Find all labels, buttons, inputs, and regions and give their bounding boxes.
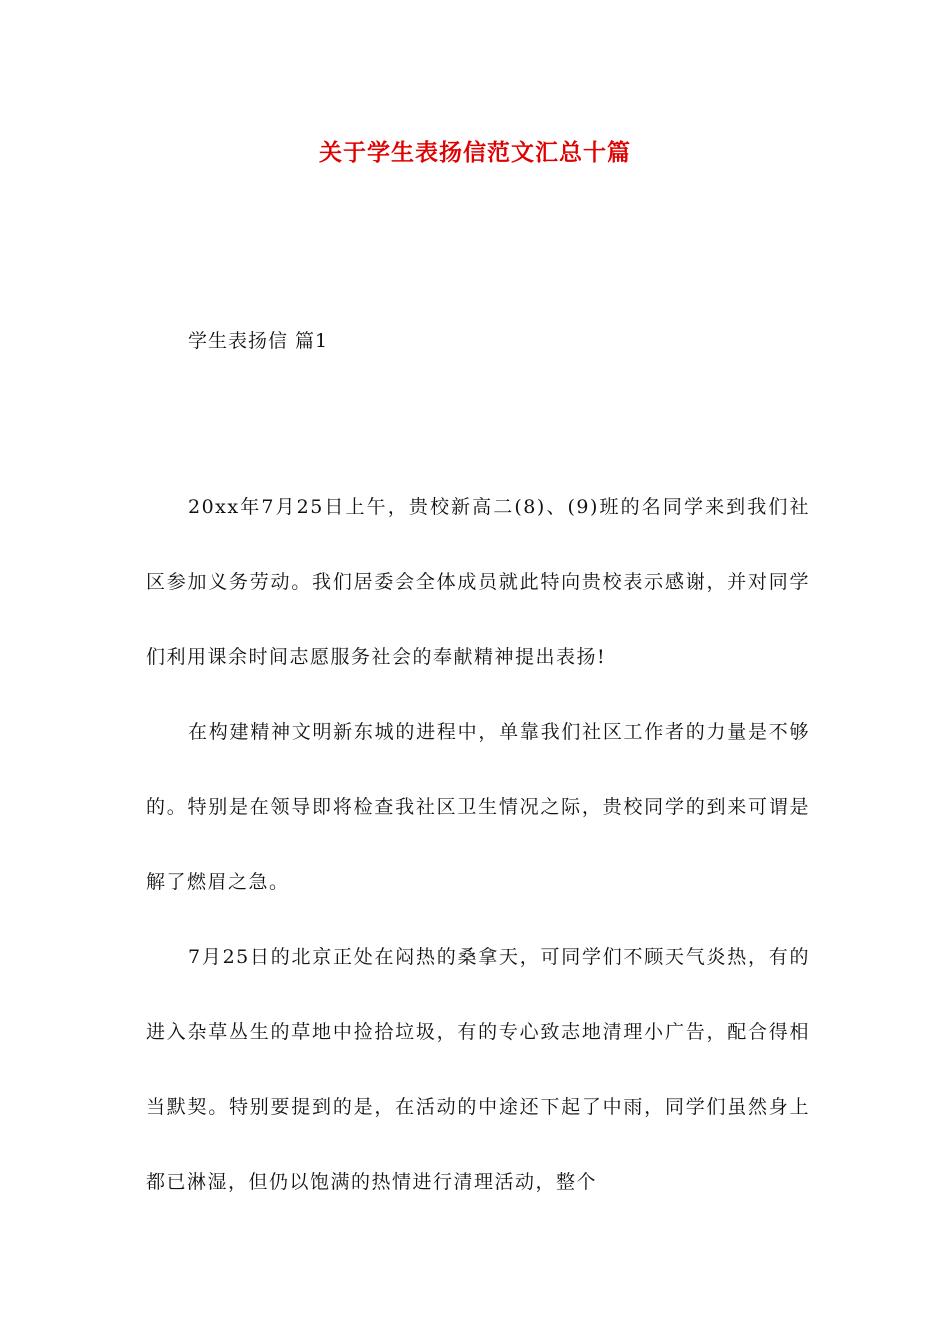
paragraph: 在构建精神文明新东城的进程中，单靠我们社区工作者的力量是不够的。特别是在领导即将检查我社区卫生情况之际，贵校同学的到来可谓是解了燃眉之急。 [146,721,810,893]
paragraph: 7月25日的北京正处在闷热的桑拿天，可同学们不顾天气炎热，有的进入杂草丛生的草地中捡拾垃圾，有的专心致志地清理小广告，配合得相当默契。特别要提到的是，在活动的中途还下起了中雨，同学们虽然身上都已淋湿，但仍以饱满的热情进行清理活动，整个 [146,946,810,1193]
section-heading: 学生表扬信 篇1 [188,330,329,352]
document-title: 关于学生表扬信范文汇总十篇 [319,139,631,166]
paragraph: 20xx年7月25日上午，贵校新高二(8)、(9)班的名同学来到我们社区参加义务劳动。我们居委会全体成员就此特向贵校表示感谢，并对同学们利用课余时间志愿服务社会的奉献精神提出表扬! [146,496,810,668]
document-body [146,470,810,1220]
